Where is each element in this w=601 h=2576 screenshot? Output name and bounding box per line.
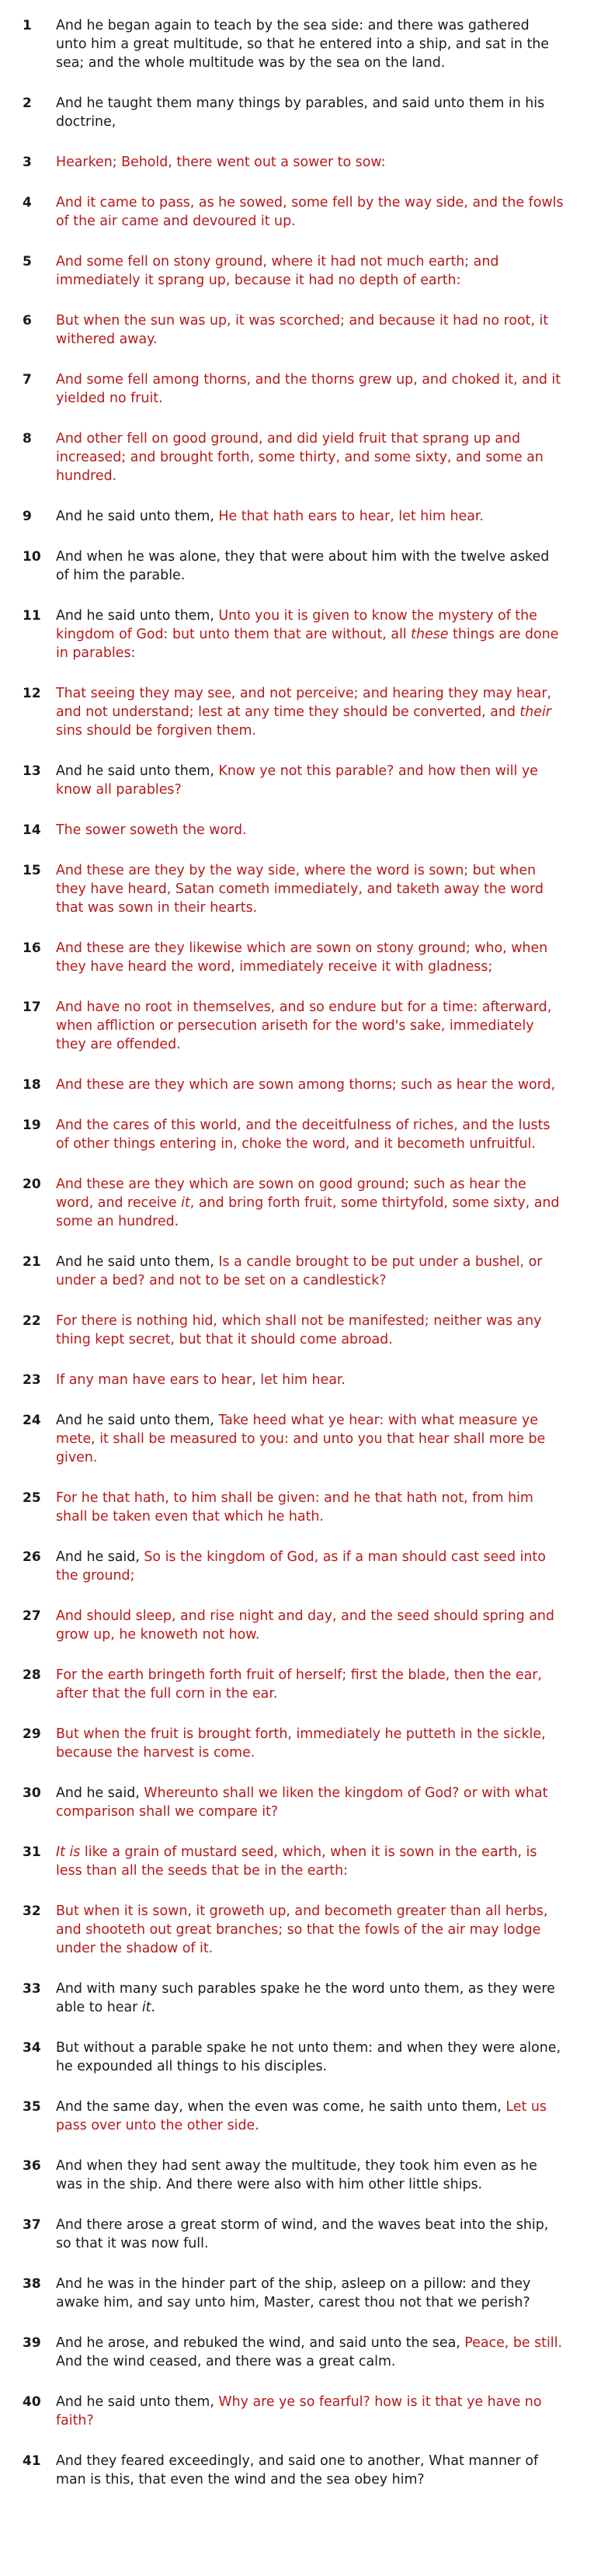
red-letter-text: And these are they likewise which are sown on stony ground; who, when they have heard the word, immediately receive it with gladness;	[56, 940, 548, 975]
verse-text	[56, 18, 549, 71]
verse-text	[56, 254, 499, 288]
verse-text-segment: And he said unto them,	[56, 1413, 219, 1428]
red-letter-text: For he that hath, to him shall be given: and he that hath not, from him shall be taken even that which he hath.	[56, 1490, 533, 1524]
verse-number: 13	[23, 763, 41, 779]
red-letter-text: If any man have ears to hear, let him hear.	[56, 1372, 346, 1388]
verse	[0, 762, 601, 799]
red-letter-text: But when the fruit is brought forth, immediately he putteth in the sickle, because the harvest is come.	[56, 1726, 546, 1761]
verse-text	[56, 195, 564, 229]
verse-text	[56, 509, 484, 524]
verse	[0, 370, 601, 408]
red-letter-text: And some fell on stony ground, where it had not much earth; and immediately it sprang up, because it had no depth of earth:	[56, 254, 499, 288]
verse	[0, 1784, 601, 1821]
verse-text-segment: And with many such parables spake he the word unto them, as they were able to hear	[56, 1981, 555, 2015]
red-letter-text: And should sleep, and rise night and day, and the seed should spring and grow up, he knoweth not how.	[56, 1608, 554, 1643]
red-letter-text: their	[519, 704, 551, 720]
red-letter-text: Whereunto shall we liken the kingdom of God? or with what comparison shall we compare it?	[56, 1785, 548, 1820]
verse-text	[56, 1254, 542, 1288]
verse-text-segment: And they feared exceedingly, and said one to another, What manner of man is this, that even the wind and the sea obey him?	[56, 2453, 539, 2487]
red-letter-text: It is	[56, 1844, 81, 1860]
red-letter-text: Is a candle brought to be put under a bushel, or under a bed? and not to be set on a candlestick?	[56, 1254, 543, 1288]
verse-number: 28	[23, 1667, 41, 1683]
verse	[0, 1548, 601, 1585]
verse	[0, 1312, 601, 1349]
verse-number: 33	[23, 1981, 41, 1997]
verse-text	[56, 1413, 545, 1465]
verse-text	[56, 822, 247, 838]
verse-text	[56, 1726, 546, 1761]
verse	[0, 2393, 601, 2430]
red-letter-text: And these are they which are sown among thorns; such as hear the word,	[56, 1077, 556, 1093]
verse	[0, 1253, 601, 1290]
verse-text-segment: And when they had sent away the multitude, they took him even as he was in the ship. And there were also with him other little ships.	[56, 2158, 537, 2192]
verse-number: 19	[23, 1118, 41, 1133]
red-letter-text: it	[181, 1195, 190, 1211]
verse-number: 17	[23, 999, 41, 1015]
verse-number: 29	[23, 1726, 41, 1742]
verse-number: 34	[23, 2040, 41, 2056]
verse-text-segment: And there arose a great storm of wind, and the waves beat into the ship, so that it was now full.	[56, 2217, 549, 2251]
red-letter-text: And have no root in themselves, and so endure but for a time: afterward, when affliction or persecution ariseth for the word's sake, immediately they are offended.	[56, 999, 552, 1052]
red-letter-text: For the earth bringeth forth fruit of herself; first the blade, then the ear, after that the full corn in the ear.	[56, 1667, 542, 1702]
verse-number: 9	[23, 509, 32, 524]
verse-text	[56, 1313, 541, 1347]
verse-text-segment: And he said,	[56, 1785, 144, 1801]
verse-number: 27	[23, 1608, 41, 1624]
verse-text	[56, 155, 386, 170]
red-letter-text: He that hath ears to hear, let him hear.	[218, 509, 484, 524]
verse-text	[56, 686, 551, 739]
verse-text	[56, 313, 548, 347]
verse-text	[56, 2276, 530, 2310]
verse-number: 25	[23, 1490, 41, 1506]
red-letter-text: So is the kingdom of God, as if a man should cast seed into the ground;	[56, 1549, 546, 1583]
verse-number: 15	[23, 863, 41, 878]
verse	[0, 607, 601, 662]
red-letter-text: That seeing they may see, and not perceive; and hearing they may hear, and not understand; lest at any time they should be converted, and	[56, 686, 552, 720]
red-letter-text: Why are ye so fearful? how is it that ye have no faith?	[56, 2394, 542, 2428]
verse-number: 6	[23, 313, 32, 329]
verse-text	[56, 608, 558, 661]
verse-number: 37	[23, 2217, 41, 2233]
verse-text	[56, 1903, 547, 1956]
verse	[0, 1607, 601, 1644]
red-letter-text: For there is nothing hid, which shall not be manifested; neither was any thing kept secret, but that it should come abroad.	[56, 1313, 542, 1347]
verse-number: 35	[23, 2099, 41, 2115]
red-letter-text: And these are they which are sown on good ground; such as hear the word, and receive	[56, 1177, 526, 1211]
verse-text	[56, 1490, 533, 1524]
verse-number: 22	[23, 1313, 41, 1329]
verse	[0, 861, 601, 917]
verse	[0, 2334, 601, 2371]
verse-number: 20	[23, 1177, 41, 1192]
verse	[0, 1116, 601, 1153]
verse	[0, 821, 601, 840]
verse-text	[56, 940, 547, 975]
verse-number: 12	[23, 686, 41, 701]
verse-text	[56, 1785, 547, 1820]
verse-text	[56, 1667, 542, 1702]
verse-text-segment: But without a parable spake he not unto them: and when they were alone, he expounded all things to his disciples.	[56, 2040, 561, 2074]
verse-text-segment: And he said unto them,	[56, 608, 219, 624]
verse-number: 31	[23, 1844, 41, 1860]
red-letter-text: Peace, be still.	[464, 2335, 562, 2351]
verse	[0, 1666, 601, 1703]
red-letter-text: Take heed what ye hear: with what measure ye mete, it shall be measured to you: and unto you that hear shall more be given.	[56, 1413, 546, 1465]
verse-text	[56, 372, 561, 406]
verse	[0, 2039, 601, 2076]
verse-number: 16	[23, 940, 41, 956]
verse	[0, 1843, 601, 1880]
verse-text	[56, 763, 538, 798]
verse-text	[56, 2158, 537, 2192]
verse-number: 10	[23, 549, 41, 565]
verse-text-segment: And he said unto them,	[56, 2394, 219, 2410]
verse-number: 4	[23, 195, 32, 210]
verse-text	[56, 1077, 555, 1093]
verse	[0, 2157, 601, 2194]
verse-text	[56, 2217, 548, 2251]
verse-number: 41	[23, 2453, 41, 2469]
verse-number: 23	[23, 1372, 41, 1388]
verse-number: 32	[23, 1903, 41, 1919]
verse-number: 18	[23, 1077, 41, 1093]
verse	[0, 1411, 601, 1467]
red-letter-text: things are done in parables:	[56, 627, 559, 661]
verse-text-segment: And he arose, and rebuked the wind, and said unto the sea,	[56, 2335, 465, 2351]
verse-text-segment: And he said unto them,	[56, 763, 219, 779]
verse-text	[56, 1372, 346, 1388]
verse	[0, 1489, 601, 1526]
verse-text-segment: And he began again to teach by the sea side: and there was gathered unto him a great multitude, so that he entered into a ship, and sat in the sea; and the whole multitude was by the sea on the land.	[56, 18, 549, 71]
verse	[0, 684, 601, 740]
verse-text	[56, 1844, 537, 1879]
verse-number: 38	[23, 2276, 41, 2292]
verse-text-segment: it	[141, 2000, 151, 2015]
verse	[0, 94, 601, 131]
verse	[0, 1175, 601, 1231]
verse-number: 36	[23, 2158, 41, 2174]
verse-text	[56, 1118, 550, 1152]
verse-number: 8	[23, 431, 32, 447]
verse-number: 3	[23, 155, 32, 170]
verse-text-segment: And he said unto them,	[56, 509, 219, 524]
red-letter-text: Unto you it is given to know the mystery of the kingdom of God: but unto them that are without, all	[56, 608, 537, 642]
verse-text	[56, 431, 544, 484]
verse-text	[56, 1981, 555, 2015]
verse-text-segment: .	[151, 2000, 155, 2015]
red-letter-text: And other fell on good ground, and did yield fruit that sprang up and increased; and brought forth, some thirty, and some sixty, and some an hundred.	[56, 431, 544, 484]
verse	[0, 1725, 601, 1762]
red-letter-text: like a grain of mustard seed, which, when it is sown in the earth, is less than all the seeds that be in the earth:	[56, 1844, 537, 1879]
verse	[0, 252, 601, 290]
verse-number: 26	[23, 1549, 41, 1565]
verse-text	[56, 863, 544, 916]
red-letter-text: And the cares of this world, and the deceitfulness of riches, and the lusts of other things entering in, choke the word, and it becometh unfruitful.	[56, 1118, 551, 1152]
verse	[0, 193, 601, 231]
verse-text-segment: And he said unto them,	[56, 1254, 219, 1270]
verse	[0, 311, 601, 349]
verse-number: 2	[23, 96, 32, 111]
verse-text	[56, 999, 551, 1052]
verse	[0, 548, 601, 585]
verse-text	[56, 96, 544, 130]
verse-number: 40	[23, 2394, 41, 2410]
red-letter-text: And it came to pass, as he sowed, some fell by the way side, and the fowls of the air came and devoured it up.	[56, 195, 564, 229]
verse-number: 7	[23, 372, 32, 388]
verse	[0, 2216, 601, 2253]
verse	[0, 2452, 601, 2489]
verse-number: 11	[23, 608, 41, 624]
verse-text-segment: And when he was alone, they that were about him with the twelve asked of him the parable.	[56, 549, 550, 583]
verse-text	[56, 549, 549, 583]
red-letter-text: Hearken; Behold, there went out a sower to sow:	[56, 155, 386, 170]
verse-text-segment: And the wind ceased, and there was a great calm.	[56, 2354, 396, 2369]
verse	[0, 16, 601, 72]
verse	[0, 2098, 601, 2135]
verse-number: 24	[23, 1413, 41, 1428]
red-letter-text: And these are they by the way side, where the word is sown; but when they have heard, Satan cometh immediately, and taketh away the word that was sown in their hearts.	[56, 863, 544, 916]
red-letter-text: The sower soweth the word.	[56, 822, 247, 838]
verse-text-segment: And he was in the hinder part of the ship, asleep on a pillow: and they awake him, and say unto him, Master, carest thou not that we perish?	[56, 2276, 531, 2310]
red-letter-text: But when the sun was up, it was scorched; and because it had no root, it withered away.	[56, 313, 549, 347]
verse-number: 21	[23, 1254, 41, 1270]
verse-number: 39	[23, 2335, 41, 2351]
verse-text-segment: And he said,	[56, 1549, 144, 1565]
verse-text	[56, 2099, 547, 2133]
red-letter-text: these	[411, 627, 449, 642]
verse-text	[56, 2394, 541, 2428]
verse-text	[56, 1549, 546, 1583]
verse-text-segment: And he taught them many things by parables, and said unto them in his doctrine,	[56, 96, 545, 130]
verse-text	[56, 1177, 559, 1229]
red-letter-text: , and bring forth fruit, some thirtyfold, some sixty, and some an hundred.	[56, 1195, 560, 1229]
verse	[0, 998, 601, 1054]
verse	[0, 1371, 601, 1389]
verse	[0, 153, 601, 172]
red-letter-text: And some fell among thorns, and the thorns grew up, and choked it, and it yielded no fruit.	[56, 372, 561, 406]
verse-number: 30	[23, 1785, 41, 1801]
red-letter-text: sins should be forgiven them.	[56, 723, 256, 739]
verse-number: 14	[23, 822, 41, 838]
verse-number: 1	[23, 18, 32, 33]
verse	[0, 429, 601, 485]
verse-text	[56, 2335, 562, 2369]
verse-text-segment: And the same day, when the even was come, he saith unto them,	[56, 2099, 506, 2115]
red-letter-text: Know ye not this parable? and how then will ye know all parables?	[56, 763, 538, 798]
verse	[0, 1980, 601, 2017]
verse-number: 5	[23, 254, 32, 269]
verse	[0, 507, 601, 526]
verse	[0, 939, 601, 976]
verse	[0, 2275, 601, 2312]
verse-text	[56, 2040, 561, 2074]
verse-text	[56, 1608, 554, 1643]
verse-text	[56, 2453, 538, 2487]
red-letter-text: Let us pass over unto the other side.	[56, 2099, 547, 2133]
red-letter-text: But when it is sown, it groweth up, and becometh greater than all herbs, and shooteth out great branches; so that the fowls of the air may lodge under the shadow of it.	[56, 1903, 548, 1956]
verse	[0, 1902, 601, 1958]
verse	[0, 1076, 601, 1094]
